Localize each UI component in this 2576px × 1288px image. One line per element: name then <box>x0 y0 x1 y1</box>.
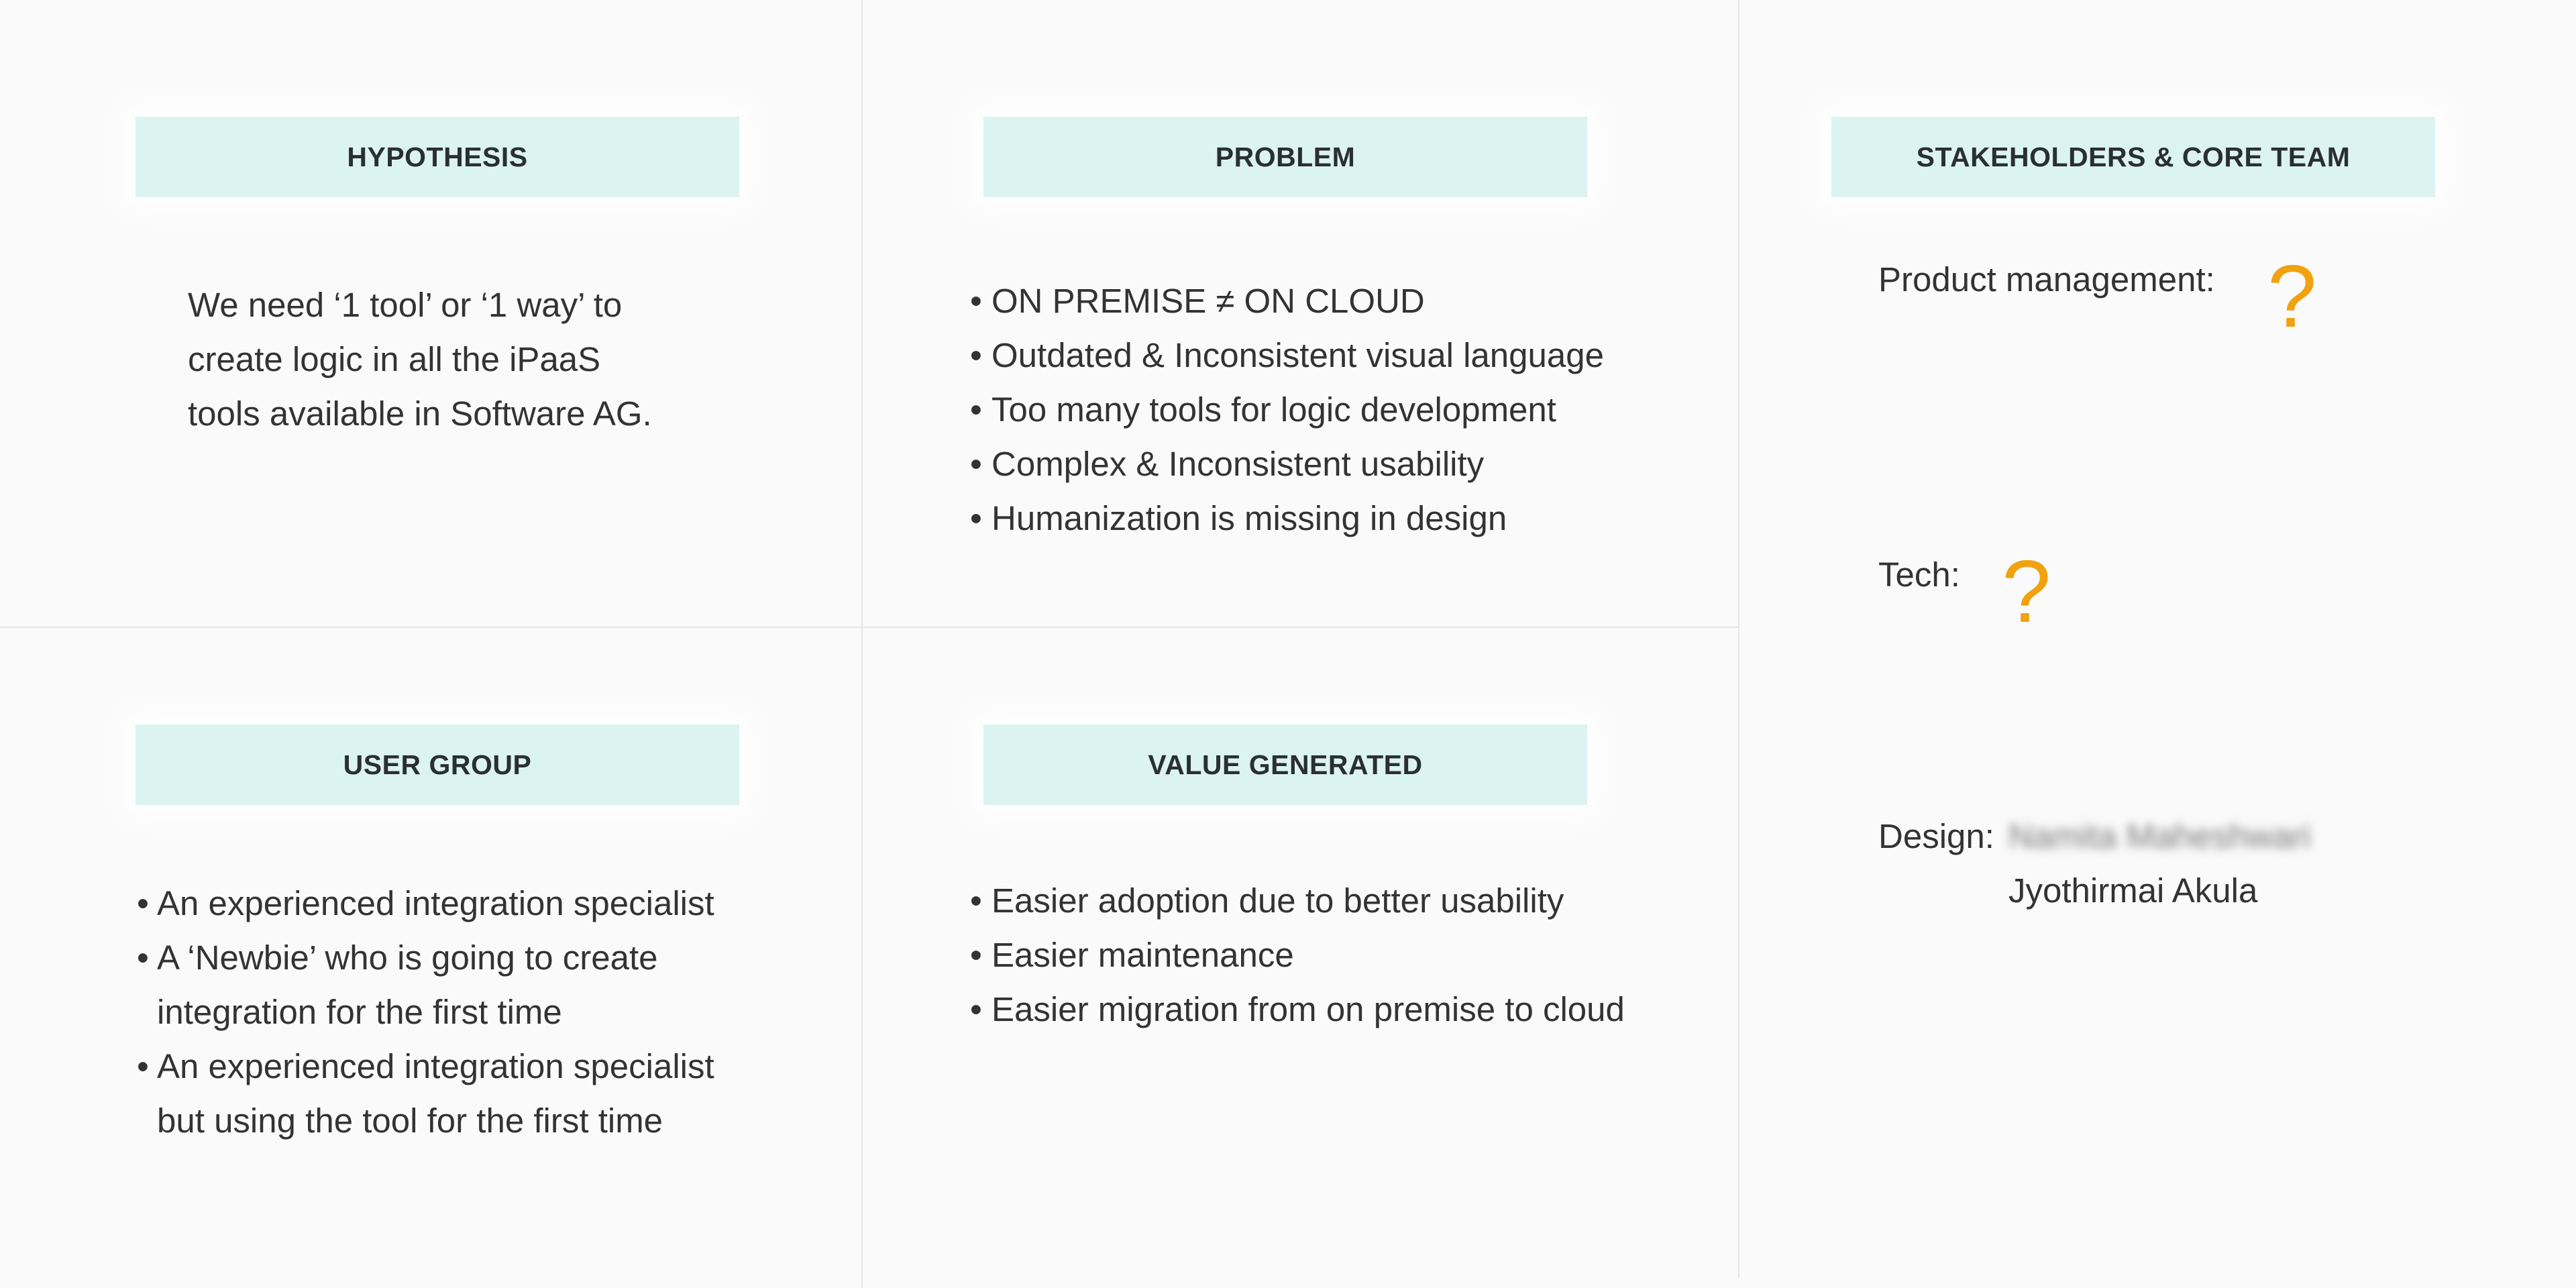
problem-title: PROBLEM <box>1215 141 1356 172</box>
design-member: Jyothirmai Akula <box>2008 871 2258 910</box>
design-member-blurred: Namita Maheshwari <box>2008 817 2311 855</box>
list-item: • ON PREMISE ≠ ON CLOUD <box>970 274 1721 328</box>
list-item: • Too many tools for logic development <box>970 382 1721 437</box>
design-label: Design: <box>1878 817 1994 855</box>
row-divider <box>0 627 1739 628</box>
product-management-label: Product management: <box>1878 260 2215 299</box>
list-item: • Easier adoption due to better usability <box>970 873 1728 928</box>
list-item: • Easier maintenance <box>970 928 1728 982</box>
problem-list <box>970 274 1721 545</box>
list-item: • An experienced integration specialist but using the tool for the first time <box>137 1039 767 1148</box>
value-generated-list <box>970 873 1728 1036</box>
hypothesis-header <box>136 117 739 197</box>
value-generated-title: VALUE GENERATED <box>1148 749 1423 780</box>
stakeholders-header <box>1831 117 2435 197</box>
list-item: • Humanization is missing in design <box>970 491 1721 545</box>
hypothesis-title: HYPOTHESIS <box>347 141 528 172</box>
list-item: • A ‘Newbie’ who is going to create integration for the first time <box>137 930 767 1039</box>
tech-question-mark: ? <box>2002 542 2051 641</box>
column-divider-2 <box>1738 0 1739 1278</box>
list-item: • Complex & Inconsistent usability <box>970 437 1721 491</box>
list-item: • An experienced integration specialist <box>137 876 767 930</box>
user-group-list <box>137 876 767 1148</box>
product-management-question-mark: ? <box>2267 247 2317 345</box>
column-divider-1 <box>861 0 863 1288</box>
list-item: • Easier migration from on premise to cloud <box>970 982 1728 1036</box>
user-group-title: USER GROUP <box>343 749 532 780</box>
list-item: • Outdated & Inconsistent visual language <box>970 328 1721 382</box>
problem-header <box>983 117 1587 197</box>
hypothesis-text: We need ‘1 tool’ or ‘1 way’ to create logic in all the iPaaS tools available in Software AG. <box>188 286 652 433</box>
user-group-header <box>136 724 739 805</box>
value-generated-header <box>983 724 1587 805</box>
stakeholders-title: STAKEHOLDERS & CORE TEAM <box>1916 141 2351 172</box>
tech-label: Tech: <box>1878 555 1960 594</box>
